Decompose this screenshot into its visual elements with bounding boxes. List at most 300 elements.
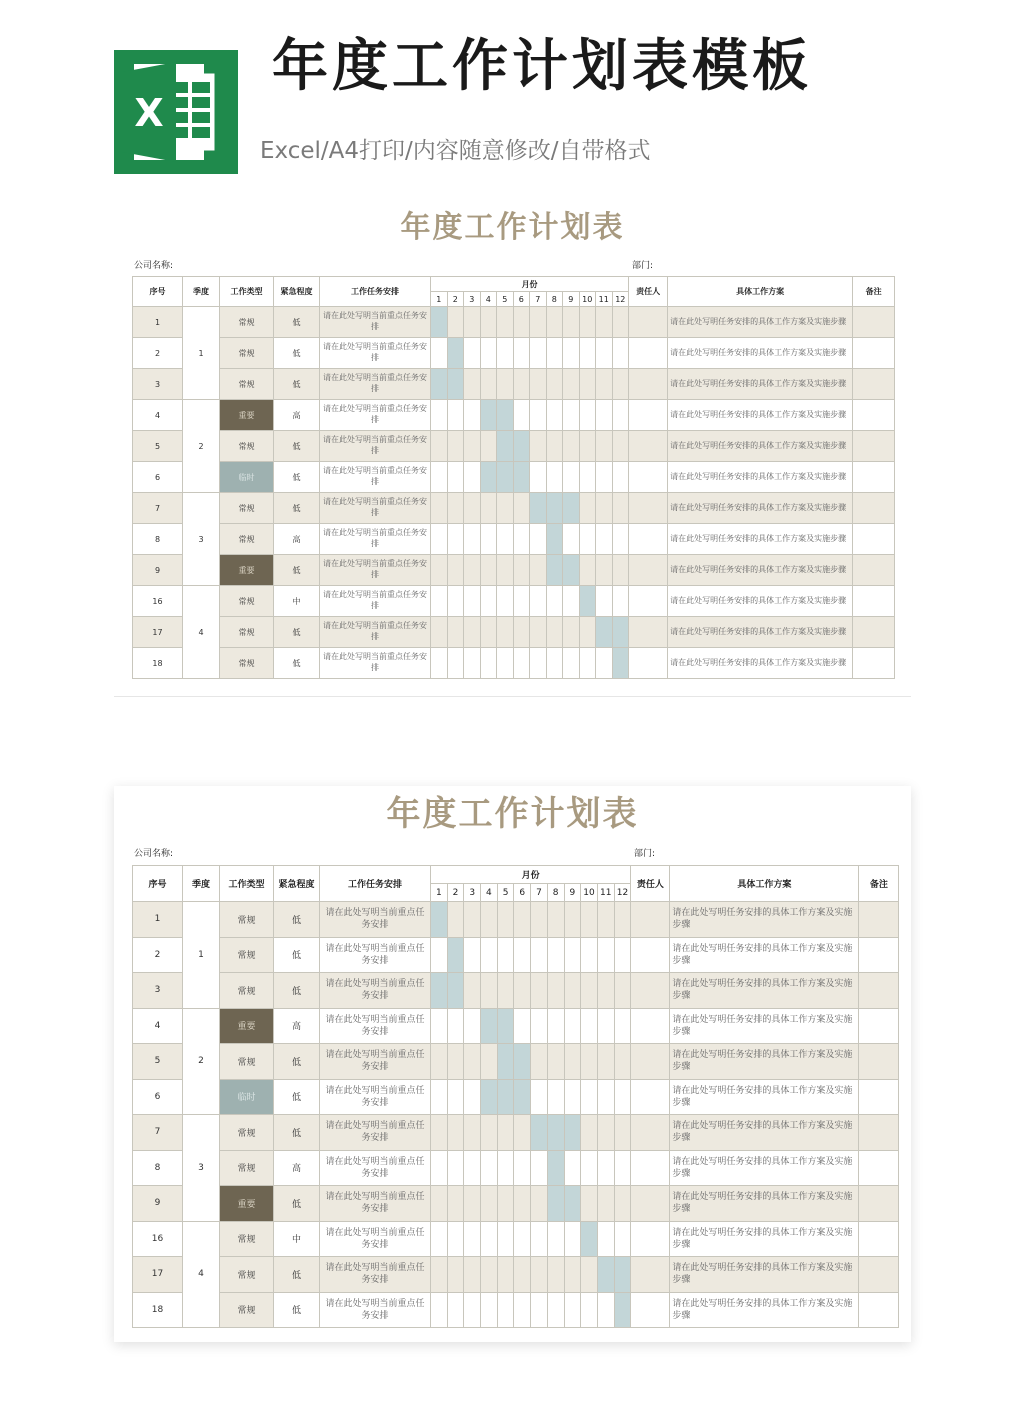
quarter-cell: 3: [183, 1115, 220, 1222]
work-type: 重要: [220, 1008, 274, 1044]
task-text: 请在此处写明当前重点任务安排: [320, 1115, 431, 1151]
col-header-owner: 责任人: [629, 277, 668, 307]
month-header: 4: [480, 292, 497, 307]
month-bar: [514, 1079, 531, 1115]
month-cell: [597, 1221, 614, 1257]
month-cell: [431, 1186, 448, 1222]
month-header: 1: [431, 884, 448, 902]
table-row: [133, 431, 895, 462]
month-bar: [513, 462, 530, 493]
notes-cell: [859, 1221, 899, 1257]
month-cell: [547, 1008, 564, 1044]
work-plan-table: [132, 865, 899, 1328]
col-header-plan: 具体工作方案: [668, 277, 853, 307]
col-header-index: 序号: [133, 277, 183, 307]
plan-text: 请在此处写明任务安排的具体工作方案及实施步骤: [670, 1079, 859, 1115]
month-bar: [480, 400, 497, 431]
month-bar: [546, 493, 563, 524]
notes-cell: [859, 1186, 899, 1222]
month-cell: [581, 973, 598, 1009]
month-cell: [530, 400, 547, 431]
month-cell: [579, 617, 596, 648]
plan-text: 请在此处写明任务安排的具体工作方案及实施步骤: [670, 1008, 859, 1044]
sheet-preview-top: [114, 196, 911, 697]
month-cell: [464, 937, 481, 973]
month-cell: [614, 973, 631, 1009]
table-row: [133, 1008, 899, 1044]
month-cell: [597, 1186, 614, 1222]
excel-logo-letter: X: [134, 91, 164, 135]
month-cell: [546, 400, 563, 431]
table-header-row: [133, 866, 899, 884]
month-cell: [480, 524, 497, 555]
table-row: [133, 1115, 899, 1151]
month-header: 4: [481, 884, 498, 902]
task-text: 请在此处写明当前重点任务安排: [320, 1008, 431, 1044]
month-cell: [531, 1079, 548, 1115]
work-type: 重要: [220, 1186, 274, 1222]
col-header-quarter: 季度: [183, 866, 220, 902]
owner-cell: [631, 1292, 670, 1328]
month-cell: [447, 1115, 464, 1151]
table-row: [133, 1150, 899, 1186]
row-index: 5: [133, 1044, 183, 1080]
month-cell: [546, 462, 563, 493]
task-text: 请在此处写明当前重点任务安排: [320, 1079, 431, 1115]
table-row: [133, 937, 899, 973]
task-text: 请在此处写明当前重点任务安排: [320, 902, 431, 938]
row-index: 7: [133, 1115, 183, 1151]
urgency: 低: [274, 307, 320, 338]
month-cell: [464, 524, 481, 555]
month-cell: [579, 555, 596, 586]
plan-text: 请在此处写明任务安排的具体工作方案及实施步骤: [670, 973, 859, 1009]
month-cell: [531, 1008, 548, 1044]
urgency: 高: [274, 1150, 320, 1186]
month-bar: [497, 1079, 514, 1115]
month-cell: [579, 369, 596, 400]
month-cell: [596, 586, 613, 617]
month-header: 3: [464, 884, 481, 902]
task-text: 请在此处写明当前重点任务安排: [320, 369, 431, 400]
month-bar: [546, 524, 563, 555]
work-type: 重要: [220, 400, 274, 431]
table-row: [133, 1221, 899, 1257]
month-cell: [464, 1221, 481, 1257]
month-bar: [614, 1257, 631, 1293]
month-cell: [481, 1292, 498, 1328]
month-cell: [614, 902, 631, 938]
month-cell: [579, 462, 596, 493]
month-cell: [480, 369, 497, 400]
month-header: 5: [497, 292, 514, 307]
work-type: 常规: [220, 524, 274, 555]
month-cell: [464, 617, 481, 648]
month-cell: [447, 524, 464, 555]
urgency: 低: [274, 431, 320, 462]
month-bar: [581, 1221, 598, 1257]
task-text: 请在此处写明当前重点任务安排: [320, 586, 431, 617]
work-type: 常规: [220, 1115, 274, 1151]
owner-cell: [631, 1150, 670, 1186]
month-cell: [464, 1079, 481, 1115]
month-cell: [431, 1257, 448, 1293]
urgency: 高: [274, 400, 320, 431]
month-cell: [513, 400, 530, 431]
month-cell: [514, 1292, 531, 1328]
month-cell: [497, 902, 514, 938]
page-title: 年度工作计划表模板: [272, 34, 812, 99]
month-cell: [513, 586, 530, 617]
notes-cell: [859, 1044, 899, 1080]
work-type: 常规: [220, 902, 274, 938]
month-cell: [431, 1150, 448, 1186]
plan-text: 请在此处写明任务安排的具体工作方案及实施步骤: [668, 462, 853, 493]
month-cell: [447, 617, 464, 648]
company-name-label: 公司名称:: [134, 849, 174, 859]
work-type: 常规: [220, 937, 274, 973]
table-row: [133, 524, 895, 555]
month-cell: [563, 617, 580, 648]
col-header-task: 工作任务安排: [320, 866, 431, 902]
page-subtitle: Excel/A4打印/内容随意修改/自带格式: [260, 138, 651, 164]
urgency: 低: [274, 555, 320, 586]
month-cell: [497, 617, 514, 648]
month-cell: [581, 1292, 598, 1328]
month-cell: [581, 1186, 598, 1222]
month-cell: [447, 400, 464, 431]
task-text: 请在此处写明当前重点任务安排: [320, 400, 431, 431]
notes-cell: [859, 937, 899, 973]
owner-cell: [629, 369, 668, 400]
row-index: 18: [133, 648, 183, 679]
work-type: 常规: [220, 1150, 274, 1186]
month-cell: [581, 902, 598, 938]
owner-cell: [629, 524, 668, 555]
month-cell: [531, 1044, 548, 1080]
month-cell: [563, 431, 580, 462]
notes-cell: [853, 555, 895, 586]
month-cell: [497, 524, 514, 555]
owner-cell: [631, 1257, 670, 1293]
table-row: [133, 462, 895, 493]
table-row: [133, 648, 895, 679]
plan-text: 请在此处写明任务安排的具体工作方案及实施步骤: [668, 586, 853, 617]
month-header: 5: [497, 884, 514, 902]
month-bar: [579, 586, 596, 617]
month-header: 3: [464, 292, 481, 307]
month-cell: [564, 973, 581, 1009]
urgency: 低: [274, 1079, 320, 1115]
col-header-type: 工作类型: [220, 866, 274, 902]
month-cell: [579, 493, 596, 524]
col-header-index: 序号: [133, 866, 183, 902]
urgency: 低: [274, 338, 320, 369]
month-header: 8: [546, 292, 563, 307]
month-cell: [596, 431, 613, 462]
month-bar: [497, 462, 514, 493]
month-cell: [547, 937, 564, 973]
month-cell: [481, 1186, 498, 1222]
month-cell: [579, 307, 596, 338]
notes-cell: [859, 1150, 899, 1186]
row-index: 17: [133, 617, 183, 648]
notes-cell: [859, 1115, 899, 1151]
month-cell: [481, 973, 498, 1009]
month-cell: [531, 1221, 548, 1257]
month-header: 9: [564, 884, 581, 902]
month-cell: [464, 648, 481, 679]
month-cell: [464, 1257, 481, 1293]
month-cell: [464, 1292, 481, 1328]
month-cell: [464, 1008, 481, 1044]
month-cell: [480, 555, 497, 586]
work-type: 重要: [220, 555, 274, 586]
task-text: 请在此处写明当前重点任务安排: [320, 648, 431, 679]
month-cell: [447, 1257, 464, 1293]
owner-cell: [629, 307, 668, 338]
col-header-task: 工作任务安排: [320, 277, 431, 307]
task-text: 请在此处写明当前重点任务安排: [320, 1221, 431, 1257]
month-cell: [564, 1044, 581, 1080]
month-cell: [464, 555, 481, 586]
plan-text: 请在此处写明任务安排的具体工作方案及实施步骤: [668, 338, 853, 369]
month-header: 7: [530, 292, 547, 307]
work-type: 临时: [220, 462, 274, 493]
month-cell: [531, 937, 548, 973]
month-cell: [497, 648, 514, 679]
month-cell: [564, 937, 581, 973]
plan-text: 请在此处写明任务安排的具体工作方案及实施步骤: [670, 1150, 859, 1186]
plan-text: 请在此处写明任务安排的具体工作方案及实施步骤: [670, 1257, 859, 1293]
owner-cell: [629, 648, 668, 679]
row-index: 17: [133, 1257, 183, 1293]
month-cell: [497, 307, 514, 338]
month-cell: [464, 1150, 481, 1186]
month-bar: [431, 902, 448, 938]
row-index: 5: [133, 431, 183, 462]
month-cell: [530, 586, 547, 617]
month-cell: [581, 1079, 598, 1115]
month-cell: [481, 1221, 498, 1257]
notes-cell: [853, 338, 895, 369]
month-cell: [563, 400, 580, 431]
month-cell: [497, 1150, 514, 1186]
month-bar: [514, 1044, 531, 1080]
month-cell: [563, 586, 580, 617]
notes-cell: [853, 462, 895, 493]
month-cell: [513, 338, 530, 369]
sheet-preview-bottom: [114, 786, 911, 1342]
month-cell: [513, 617, 530, 648]
table-row: [133, 1079, 899, 1115]
owner-cell: [631, 1115, 670, 1151]
month-bar: [564, 1186, 581, 1222]
month-cell: [447, 1150, 464, 1186]
task-text: 请在此处写明当前重点任务安排: [320, 462, 431, 493]
month-cell: [581, 1257, 598, 1293]
month-cell: [431, 1115, 448, 1151]
month-header: 11: [596, 292, 613, 307]
month-cell: [546, 648, 563, 679]
month-cell: [564, 902, 581, 938]
month-header: 6: [514, 884, 531, 902]
month-cell: [531, 1150, 548, 1186]
month-cell: [614, 937, 631, 973]
work-type: 常规: [220, 1292, 274, 1328]
month-cell: [431, 493, 448, 524]
task-text: 请在此处写明当前重点任务安排: [320, 617, 431, 648]
month-cell: [531, 1257, 548, 1293]
month-cell: [612, 462, 629, 493]
month-header: 6: [513, 292, 530, 307]
month-header: 7: [531, 884, 548, 902]
company-name-label: 公司名称:: [134, 261, 174, 271]
month-cell: [497, 1257, 514, 1293]
month-cell: [431, 648, 448, 679]
month-cell: [612, 586, 629, 617]
month-cell: [614, 1186, 631, 1222]
month-bar: [612, 648, 629, 679]
urgency: 低: [274, 973, 320, 1009]
month-cell: [514, 1186, 531, 1222]
plan-text: 请在此处写明任务安排的具体工作方案及实施步骤: [670, 1186, 859, 1222]
quarter-cell: 4: [183, 586, 220, 679]
work-type: 常规: [220, 973, 274, 1009]
task-text: 请在此处写明当前重点任务安排: [320, 973, 431, 1009]
notes-cell: [853, 648, 895, 679]
owner-cell: [629, 555, 668, 586]
month-cell: [596, 338, 613, 369]
month-cell: [564, 1221, 581, 1257]
month-cell: [546, 369, 563, 400]
work-type: 常规: [220, 617, 274, 648]
urgency: 低: [274, 369, 320, 400]
month-bar: [447, 973, 464, 1009]
month-cell: [447, 1044, 464, 1080]
month-cell: [514, 1257, 531, 1293]
plan-text: 请在此处写明任务安排的具体工作方案及实施步骤: [668, 431, 853, 462]
plan-text: 请在此处写明任务安排的具体工作方案及实施步骤: [670, 1292, 859, 1328]
month-header: 11: [597, 884, 614, 902]
urgency: 高: [274, 1008, 320, 1044]
month-cell: [497, 586, 514, 617]
plan-text: 请在此处写明任务安排的具体工作方案及实施步骤: [670, 1044, 859, 1080]
month-cell: [431, 1221, 448, 1257]
urgency: 低: [274, 1186, 320, 1222]
month-cell: [530, 338, 547, 369]
month-cell: [612, 400, 629, 431]
task-text: 请在此处写明当前重点任务安排: [320, 1150, 431, 1186]
month-cell: [531, 1186, 548, 1222]
month-cell: [514, 1221, 531, 1257]
month-cell: [513, 307, 530, 338]
month-bar: [531, 1115, 548, 1151]
month-cell: [547, 1221, 564, 1257]
month-cell: [431, 400, 448, 431]
month-cell: [547, 1079, 564, 1115]
month-cell: [431, 1008, 448, 1044]
month-cell: [480, 648, 497, 679]
month-cell: [464, 1115, 481, 1151]
month-cell: [546, 617, 563, 648]
work-type: 临时: [220, 1079, 274, 1115]
month-cell: [447, 431, 464, 462]
month-cell: [547, 973, 564, 1009]
month-cell: [531, 973, 548, 1009]
table-row: [133, 1292, 899, 1328]
owner-cell: [631, 937, 670, 973]
month-cell: [447, 1079, 464, 1115]
month-cell: [581, 1115, 598, 1151]
urgency: 低: [274, 1257, 320, 1293]
month-cell: [497, 493, 514, 524]
urgency: 低: [274, 617, 320, 648]
month-cell: [464, 1044, 481, 1080]
month-header: 12: [614, 884, 631, 902]
month-cell: [431, 617, 448, 648]
urgency: 低: [274, 648, 320, 679]
plan-text: 请在此处写明任务安排的具体工作方案及实施步骤: [668, 307, 853, 338]
month-cell: [480, 307, 497, 338]
month-bar: [563, 493, 580, 524]
month-cell: [530, 307, 547, 338]
month-cell: [596, 307, 613, 338]
month-cell: [431, 431, 448, 462]
table-row: [133, 617, 895, 648]
month-header: 8: [547, 884, 564, 902]
month-cell: [497, 1115, 514, 1151]
table-header-row: [133, 277, 895, 292]
plan-text: 请在此处写明任务安排的具体工作方案及实施步骤: [668, 648, 853, 679]
task-text: 请在此处写明当前重点任务安排: [320, 1186, 431, 1222]
notes-cell: [853, 369, 895, 400]
month-cell: [464, 431, 481, 462]
month-header: 2: [447, 292, 464, 307]
owner-cell: [631, 1079, 670, 1115]
month-cell: [431, 462, 448, 493]
row-index: 9: [133, 555, 183, 586]
table-row: [133, 902, 899, 938]
row-index: 2: [133, 338, 183, 369]
plan-text: 请在此处写明任务安排的具体工作方案及实施步骤: [668, 369, 853, 400]
plan-text: 请在此处写明任务安排的具体工作方案及实施步骤: [670, 1221, 859, 1257]
month-cell: [596, 648, 613, 679]
table-row: [133, 555, 895, 586]
month-cell: [581, 1150, 598, 1186]
month-bar: [447, 338, 464, 369]
month-cell: [481, 1257, 498, 1293]
month-cell: [514, 937, 531, 973]
month-cell: [464, 338, 481, 369]
month-cell: [480, 586, 497, 617]
work-type: 常规: [220, 431, 274, 462]
work-plan-table: [132, 276, 895, 679]
month-cell: [530, 369, 547, 400]
month-cell: [547, 1044, 564, 1080]
month-cell: [531, 1292, 548, 1328]
month-cell: [481, 1044, 498, 1080]
excel-icon: [114, 50, 238, 174]
month-bar: [546, 555, 563, 586]
month-cell: [614, 1079, 631, 1115]
month-cell: [596, 462, 613, 493]
table-row: [133, 400, 895, 431]
notes-cell: [859, 902, 899, 938]
month-cell: [579, 524, 596, 555]
month-cell: [597, 1044, 614, 1080]
row-index: 3: [133, 973, 183, 1009]
